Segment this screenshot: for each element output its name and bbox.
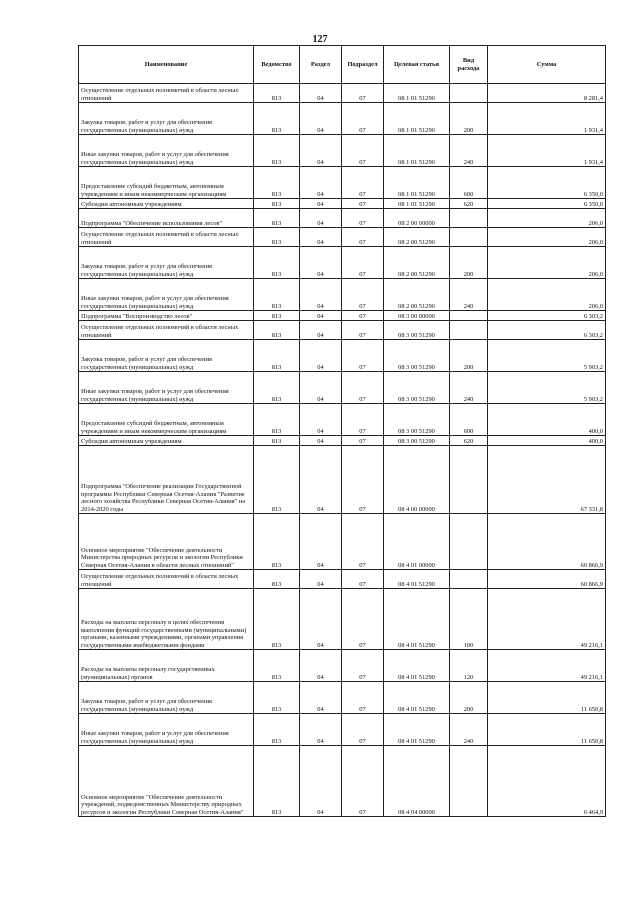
cell-dept: 813 [254, 199, 300, 209]
cell-type: 200 [450, 247, 488, 279]
cell-sum: 1 931,4 [488, 135, 606, 167]
cell-dept: 813 [254, 714, 300, 746]
cell-name [79, 199, 254, 209]
table-row [79, 514, 606, 570]
cell-section: 04 [300, 247, 342, 279]
cell-type [450, 228, 488, 247]
cell-name [79, 103, 254, 135]
table-row [79, 228, 606, 247]
cell-type: 240 [450, 279, 488, 311]
cell-target: 08 2 00 51290 [384, 279, 450, 311]
cell-section: 04 [300, 714, 342, 746]
cell-type [450, 321, 488, 340]
cell-subsection: 07 [342, 228, 384, 247]
cell-name [79, 682, 254, 714]
cell-name [79, 746, 254, 817]
cell-sum: 400,0 [488, 436, 606, 446]
cell-dept: 813 [254, 311, 300, 321]
cell-type: 240 [450, 372, 488, 404]
cell-name-text: Иные закупки товаров, работ и услуг для обеспечения государственных (муниципальных) нужд [81, 151, 229, 166]
cell-subsection: 07 [342, 167, 384, 199]
cell-subsection: 07 [342, 311, 384, 321]
cell-name-text: Закупка товаров, работ и услуг для обеспечения государственных (муниципальных) нужд [81, 698, 212, 713]
cell-target: 08 4 01 51290 [384, 589, 450, 650]
cell-sum: 6 350,0 [488, 167, 606, 199]
table-row [79, 311, 606, 321]
table-row [79, 340, 606, 372]
cell-subsection: 07 [342, 589, 384, 650]
cell-type [450, 209, 488, 228]
cell-subsection: 07 [342, 135, 384, 167]
cell-dept: 813 [254, 746, 300, 817]
cell-type [450, 84, 488, 103]
cell-subsection: 07 [342, 84, 384, 103]
cell-name-text: Подпрограмма "Обеспечение использования лесов" [81, 219, 223, 227]
cell-name-text: Иные закупки товаров, работ и услуг для обеспечения государственных (муниципальных) нужд [81, 388, 229, 403]
cell-target: 08 3 00 51290 [384, 372, 450, 404]
cell-subsection: 07 [342, 321, 384, 340]
cell-sum: 1 931,4 [488, 103, 606, 135]
table-row [79, 714, 606, 746]
cell-name [79, 340, 254, 372]
cell-target: 08 4 01 00000 [384, 514, 450, 570]
cell-target: 08 1 01 51290 [384, 84, 450, 103]
cell-type [450, 446, 488, 514]
cell-name-text: Предоставление субсидий бюджетным, автономным учреждениям и иным некоммерческим организациям [81, 183, 227, 198]
cell-subsection: 07 [342, 279, 384, 311]
cell-dept: 813 [254, 446, 300, 514]
cell-subsection: 07 [342, 570, 384, 589]
cell-target: 08 2 00 00000 [384, 209, 450, 228]
cell-name-text: Расходы на выплаты персоналу государственных (муниципальных) органов [81, 666, 215, 681]
table-row [79, 279, 606, 311]
table-header-row [79, 46, 606, 84]
cell-name [79, 228, 254, 247]
cell-name-text: Подпрограмма "Обеспечение реализации Государственной программы Республики Северная Осетия-Алания "Развитие лесного хозяйства Республики Северная Осетия-Алания" на 2014-2020 годы [81, 483, 246, 513]
cell-subsection: 07 [342, 446, 384, 514]
cell-type: 600 [450, 404, 488, 436]
cell-section: 04 [300, 682, 342, 714]
cell-sum: 206,0 [488, 228, 606, 247]
cell-subsection: 07 [342, 650, 384, 682]
cell-section: 04 [300, 746, 342, 817]
table-row [79, 321, 606, 340]
cell-target: 08 4 01 51290 [384, 650, 450, 682]
cell-sum: 6 303,2 [488, 321, 606, 340]
cell-section: 04 [300, 372, 342, 404]
header-sum: Сумма [488, 46, 606, 84]
table-row [79, 209, 606, 228]
cell-target: 08 1 01 51290 [384, 199, 450, 209]
cell-subsection: 07 [342, 514, 384, 570]
cell-section: 04 [300, 436, 342, 446]
cell-name [79, 446, 254, 514]
cell-target: 08 4 00 00000 [384, 446, 450, 514]
cell-name [79, 311, 254, 321]
table-body [79, 84, 606, 817]
budget-table [78, 45, 606, 817]
header-target: Целевая статья [384, 46, 450, 84]
cell-subsection: 07 [342, 746, 384, 817]
table-row [79, 103, 606, 135]
cell-section: 04 [300, 84, 342, 103]
cell-name-text: Основное мероприятие "Обеспечение деятельности учреждений, подведомственных Министерству природных ресурсов и экологии Республики Северная Осетия-Алания" [81, 793, 244, 816]
table-row [79, 167, 606, 199]
cell-name-text: Субсидии автономным учреждениям [81, 200, 182, 208]
cell-dept: 813 [254, 514, 300, 570]
cell-type [450, 746, 488, 817]
cell-target: 08 3 00 51290 [384, 404, 450, 436]
cell-sum: 206,0 [488, 279, 606, 311]
table-row [79, 372, 606, 404]
cell-sum: 60 866,9 [488, 570, 606, 589]
table-row [79, 436, 606, 446]
header-section: Раздел [300, 46, 342, 84]
cell-section: 04 [300, 209, 342, 228]
cell-sum: 49 216,1 [488, 589, 606, 650]
cell-sum: 11 650,8 [488, 714, 606, 746]
cell-section: 04 [300, 650, 342, 682]
cell-type: 600 [450, 167, 488, 199]
cell-sum: 11 650,8 [488, 682, 606, 714]
cell-type: 200 [450, 103, 488, 135]
cell-type: 100 [450, 589, 488, 650]
cell-target: 08 2 00 51290 [384, 228, 450, 247]
cell-dept: 813 [254, 247, 300, 279]
cell-target: 08 3 00 51290 [384, 436, 450, 446]
cell-name [79, 436, 254, 446]
cell-target: 08 3 00 51290 [384, 340, 450, 372]
cell-name [79, 404, 254, 436]
cell-name-text: Осуществление отдельных полномочий в области лесных отношений [81, 87, 239, 102]
cell-section: 04 [300, 279, 342, 311]
cell-name-text: Осуществление отдельных полномочий в области лесных отношений [81, 231, 239, 246]
cell-section: 04 [300, 589, 342, 650]
cell-dept: 813 [254, 167, 300, 199]
cell-sum: 5 903,2 [488, 372, 606, 404]
cell-subsection: 07 [342, 436, 384, 446]
cell-name [79, 650, 254, 682]
cell-name [79, 372, 254, 404]
cell-sum: 6 350,0 [488, 199, 606, 209]
cell-subsection: 07 [342, 404, 384, 436]
cell-section: 04 [300, 228, 342, 247]
cell-subsection: 07 [342, 199, 384, 209]
cell-target: 08 4 01 51290 [384, 714, 450, 746]
cell-sum: 6 464,9 [488, 746, 606, 817]
cell-type: 240 [450, 714, 488, 746]
cell-type: 620 [450, 436, 488, 446]
cell-name [79, 209, 254, 228]
page-number: 127 [312, 34, 328, 45]
cell-name-text: Подпрограмма "Воспроизводство лесов" [81, 312, 193, 320]
table-row [79, 589, 606, 650]
cell-name [79, 589, 254, 650]
cell-dept: 813 [254, 103, 300, 135]
cell-target: 08 4 01 51290 [384, 682, 450, 714]
cell-type: 240 [450, 135, 488, 167]
header-subsection: Подраздел [342, 46, 384, 84]
cell-dept: 813 [254, 372, 300, 404]
cell-section: 04 [300, 514, 342, 570]
cell-type: 620 [450, 199, 488, 209]
cell-dept: 813 [254, 228, 300, 247]
cell-dept: 813 [254, 682, 300, 714]
cell-subsection: 07 [342, 103, 384, 135]
cell-type: 200 [450, 682, 488, 714]
cell-name [79, 321, 254, 340]
cell-name-text: Основное мероприятие "Обеспечение деятельности Министерства природных ресурсов и экологии Республики Северная Осетия-Алания в области лесных отношений" [81, 546, 243, 569]
cell-name-text: Иные закупки товаров, работ и услуг для обеспечения государственных (муниципальных) нужд [81, 295, 229, 310]
header-name: Наименование [79, 46, 254, 84]
cell-name-text: Закупка товаров, работ и услуг для обеспечения государственных (муниципальных) нужд [81, 119, 212, 134]
cell-dept: 813 [254, 570, 300, 589]
cell-dept: 813 [254, 84, 300, 103]
cell-subsection: 07 [342, 247, 384, 279]
cell-name [79, 570, 254, 589]
cell-name [79, 84, 254, 103]
cell-name-text: Расходы на выплаты персоналу в целях обеспечения выполнения функций государственными (муниципальными) органами, казенными учреждениями, органами управления государственными внебюджетными фондами [81, 619, 247, 649]
cell-type: 120 [450, 650, 488, 682]
cell-section: 04 [300, 103, 342, 135]
table-row [79, 746, 606, 817]
cell-name-text: Осуществление отдельных полномочий в области лесных отношений [81, 573, 239, 588]
cell-type [450, 514, 488, 570]
header-dept: Ведомство [254, 46, 300, 84]
cell-target: 08 1 01 51290 [384, 167, 450, 199]
table-row [79, 135, 606, 167]
cell-dept: 813 [254, 589, 300, 650]
cell-sum: 60 866,9 [488, 514, 606, 570]
cell-subsection: 07 [342, 209, 384, 228]
cell-target: 08 3 00 00000 [384, 311, 450, 321]
cell-dept: 813 [254, 340, 300, 372]
cell-type [450, 570, 488, 589]
cell-dept: 813 [254, 279, 300, 311]
cell-subsection: 07 [342, 340, 384, 372]
cell-target: 08 4 01 51290 [384, 570, 450, 589]
table-row [79, 404, 606, 436]
cell-name-text: Субсидии автономным учреждениям [81, 437, 182, 445]
cell-section: 04 [300, 199, 342, 209]
cell-dept: 813 [254, 436, 300, 446]
cell-sum: 400,0 [488, 404, 606, 436]
cell-section: 04 [300, 311, 342, 321]
cell-target: 08 1 01 51290 [384, 103, 450, 135]
cell-dept: 813 [254, 209, 300, 228]
cell-name [79, 167, 254, 199]
cell-section: 04 [300, 570, 342, 589]
cell-target: 08 2 00 51290 [384, 247, 450, 279]
cell-sum: 8 281,4 [488, 84, 606, 103]
cell-dept: 813 [254, 321, 300, 340]
cell-dept: 813 [254, 650, 300, 682]
header-type: Вид расхода [450, 46, 488, 84]
cell-subsection: 07 [342, 714, 384, 746]
cell-type: 200 [450, 340, 488, 372]
cell-sum: 206,0 [488, 247, 606, 279]
cell-name [79, 135, 254, 167]
cell-target: 08 3 00 51290 [384, 321, 450, 340]
cell-dept: 813 [254, 404, 300, 436]
cell-name-text: Предоставление субсидий бюджетным, автономным учреждениям и иным некоммерческим организациям [81, 420, 227, 435]
cell-dept: 813 [254, 135, 300, 167]
cell-section: 04 [300, 340, 342, 372]
cell-type [450, 311, 488, 321]
cell-sum: 6 303,2 [488, 311, 606, 321]
cell-subsection: 07 [342, 372, 384, 404]
cell-section: 04 [300, 321, 342, 340]
cell-section: 04 [300, 404, 342, 436]
cell-target: 08 1 01 51290 [384, 135, 450, 167]
cell-name [79, 247, 254, 279]
table-row [79, 446, 606, 514]
cell-sum: 5 903,2 [488, 340, 606, 372]
table-row [79, 650, 606, 682]
cell-sum: 67 331,8 [488, 446, 606, 514]
cell-name [79, 279, 254, 311]
cell-section: 04 [300, 167, 342, 199]
cell-name-text: Закупка товаров, работ и услуг для обеспечения государственных (муниципальных) нужд [81, 356, 212, 371]
cell-sum: 49 216,1 [488, 650, 606, 682]
cell-name-text: Иные закупки товаров, работ и услуг для обеспечения государственных (муниципальных) нужд [81, 730, 229, 745]
table-row [79, 570, 606, 589]
cell-name-text: Осуществление отдельных полномочий в области лесных отношений [81, 324, 239, 339]
table-row [79, 247, 606, 279]
cell-subsection: 07 [342, 682, 384, 714]
table-row [79, 682, 606, 714]
table-row [79, 84, 606, 103]
cell-name [79, 514, 254, 570]
cell-sum: 206,0 [488, 209, 606, 228]
cell-name-text: Закупка товаров, работ и услуг для обеспечения государственных (муниципальных) нужд [81, 263, 212, 278]
cell-section: 04 [300, 446, 342, 514]
table-row [79, 199, 606, 209]
cell-name [79, 714, 254, 746]
cell-target: 08 4 04 00000 [384, 746, 450, 817]
cell-section: 04 [300, 135, 342, 167]
